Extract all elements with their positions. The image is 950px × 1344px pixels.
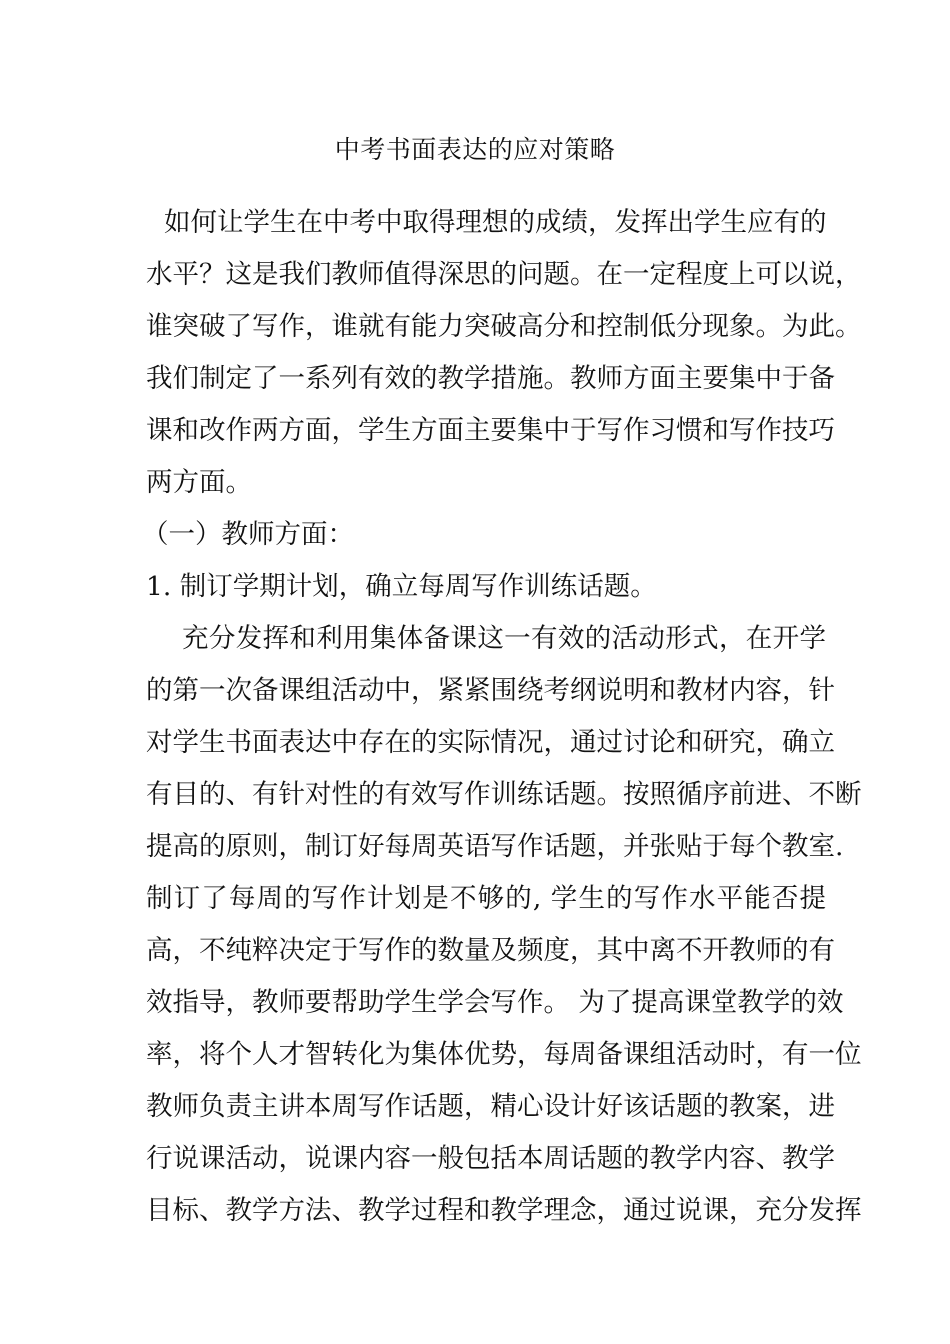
paragraph-line: 两方面。 — [146, 467, 252, 498]
paragraph-line: 目标、教学方法、教学过程和教学理念，通过说课，充分发挥 — [146, 1195, 862, 1226]
section-heading: （一）教师方面： — [142, 519, 354, 550]
paragraph-line: 有目的、有针对性的有效写作训练话题。按照循序前进、不断 — [146, 779, 862, 810]
paragraph-line: 谁突破了写作，谁就有能力突破高分和控制低分现象。为此。 — [146, 311, 862, 342]
paragraph-line: 高，不纯粹决定于写作的数量及频度，其中离不开教师的有 — [146, 935, 835, 966]
paragraph-line: 对学生书面表达中存在的实际情况，通过讨论和研究，确立 — [146, 727, 835, 758]
page-title: 中考书面表达的应对策略 — [334, 135, 616, 164]
paragraph-line: 的第一次备课组活动中，紧紧围绕考纲说明和教材内容，针 — [146, 675, 835, 706]
subsection-heading: 1. 制订学期计划，确立每周写作训练话题。 — [146, 571, 657, 602]
paragraph-line: 课和改作两方面，学生方面主要集中于写作习惯和写作技巧 — [146, 415, 835, 446]
paragraph-line: 充分发挥和利用集体备课这一有效的活动形式，在开学 — [182, 623, 826, 654]
paragraph-line: 效指导，教师要帮助学生学会写作。 为了提高课堂教学的效 — [146, 987, 844, 1018]
paragraph-line: 水平？这是我们教师值得深思的问题。在一定程度上可以说， — [146, 259, 862, 290]
paragraph-line: 我们制定了一系列有效的教学措施。教师方面主要集中于备 — [146, 363, 835, 394]
paragraph-line: 率，将个人才智转化为集体优势，每周备课组活动时，有一位 — [146, 1039, 862, 1070]
paragraph-line: 行说课活动，说课内容一般包括本周话题的教学内容、教学 — [146, 1143, 835, 1174]
paragraph-line: 提高的原则，制订好每周英语写作话题，并张贴于每个教室. — [146, 831, 844, 862]
paragraph-line: 如何让学生在中考中取得理想的成绩，发挥出学生应有的 — [164, 207, 827, 238]
paragraph-line: 制订了每周的写作计划是不够的, 学生的写作水平能否提 — [146, 883, 826, 914]
paragraph-line: 教师负责主讲本周写作话题，精心设计好该话题的教案，进 — [146, 1091, 835, 1122]
